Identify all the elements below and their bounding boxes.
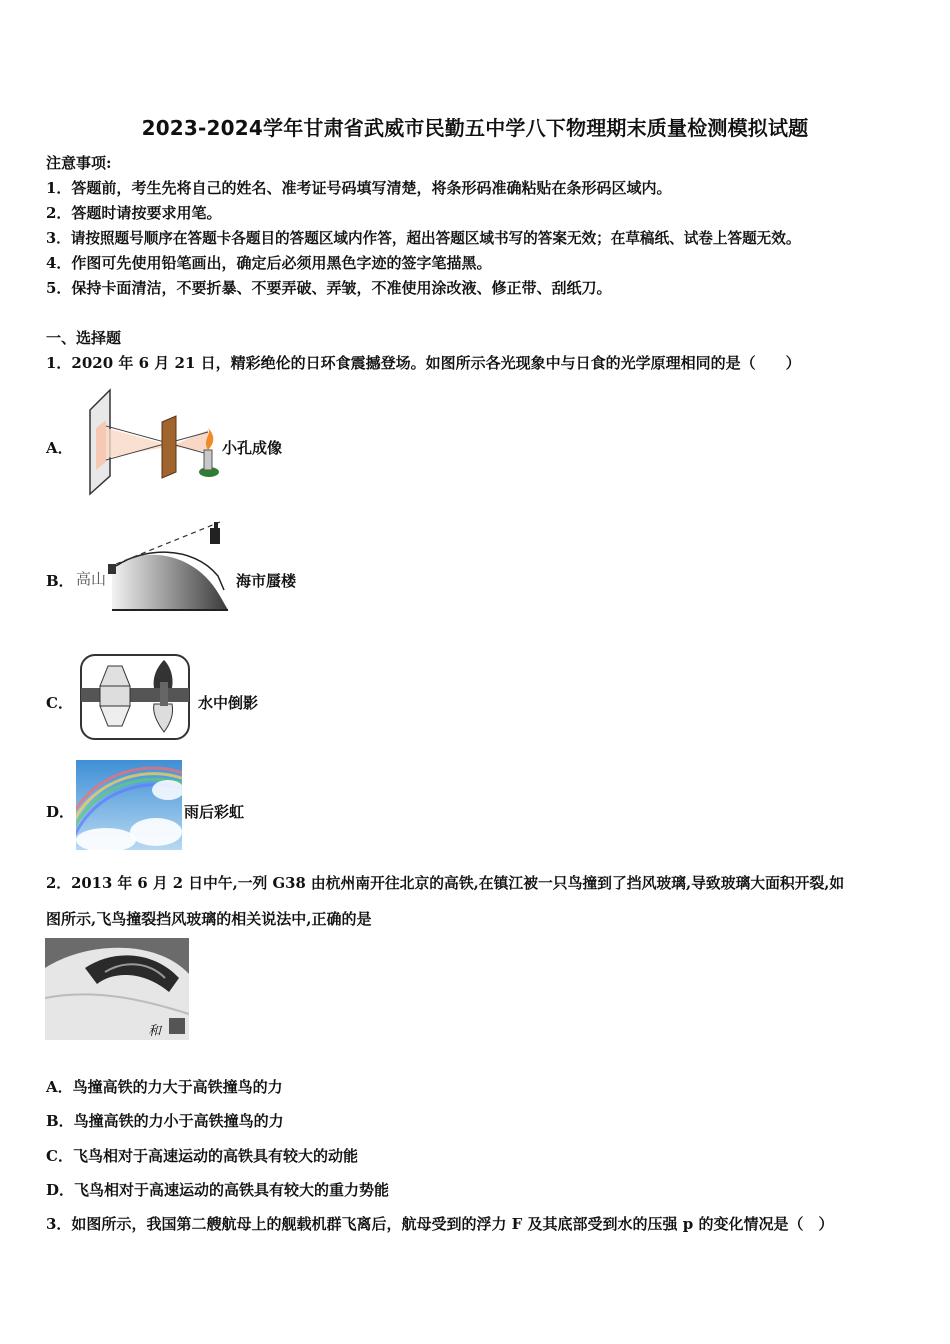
mirage-mountain-label: 高山 <box>76 570 107 588</box>
notice-item: 3．请按照题号顺序在答题卡各题目的答题区域内作答，超出答题区域书写的答案无效；在草稿纸、试卷上答题无效。 <box>46 230 801 247</box>
question-2-option-a: A．鸟撞高铁的力大于高铁撞鸟的力 <box>46 1078 283 1096</box>
option-c-letter: C． <box>46 694 73 712</box>
option-d-text: 雨后彩虹 <box>184 803 245 821</box>
question-1-stem: 1．2020 年 6 月 21 日，精彩绝伦的日环食震撼登场。如图所示各光现象中与日食的光学原理相同的是（ ） <box>46 354 801 372</box>
question-2-stem-line2: 图所示,飞鸟撞裂挡风玻璃的相关说法中,正确的是 <box>46 910 372 928</box>
notice-item: 1．答题前，考生先将自己的姓名、准考证号码填写清楚，将条形码准确粘贴在条形码区域内。 <box>46 179 672 197</box>
section-heading: 一、选择题 <box>46 329 122 347</box>
option-b-letter: B． <box>46 572 74 590</box>
pinhole-imaging-figure <box>82 388 222 496</box>
notice-heading: 注意事项: <box>46 154 112 172</box>
question-2-stem-line1: 2．2013 年 6 月 2 日中午,一列 G38 由杭州南开往北京的高铁,在镇江被一只鸟撞到了挡风玻璃,导致玻璃大面积开裂,如 <box>46 875 845 892</box>
option-a-letter: A． <box>46 439 73 457</box>
option-a-text: 小孔成像 <box>222 439 283 457</box>
option-c-text: 水中倒影 <box>198 694 259 712</box>
train-logo-text: 和 <box>148 1024 162 1039</box>
mirage-figure <box>72 516 232 614</box>
notice-item: 5．保持卡面清洁，不要折暴、不要弄破、弄皱，不准使用涂改液、修正带、刮纸刀。 <box>46 279 612 297</box>
water-reflection-figure <box>78 652 194 742</box>
question-3-stem: 3．如图所示，我国第二艘航母上的舰载机群飞离后，航母受到的浮力 F 及其底部受到水的压强 p 的变化情况是（ ） <box>46 1215 834 1233</box>
option-d-letter: D． <box>46 803 75 821</box>
option-b-text: 海市蜃楼 <box>236 572 297 590</box>
question-2-option-d: D．飞鸟相对于高速运动的高铁具有较大的重力势能 <box>46 1181 390 1199</box>
notice-item: 4．作图可先使用铅笔画出，确定后必须用黑色字迹的签字笔描黑。 <box>46 254 492 272</box>
high-speed-train-photo <box>45 938 189 1040</box>
rainbow-photo <box>76 760 182 850</box>
question-2-option-b: B．鸟撞高铁的力小于高铁撞鸟的力 <box>46 1112 284 1130</box>
page-title: 2023-2024学年甘肃省武威市民勤五中学八下物理期末质量检测模拟试题 <box>141 116 809 140</box>
question-2-option-c: C．飞鸟相对于高速运动的高铁具有较大的动能 <box>46 1147 358 1165</box>
notice-item: 2．答题时请按要求用笔。 <box>46 204 222 222</box>
